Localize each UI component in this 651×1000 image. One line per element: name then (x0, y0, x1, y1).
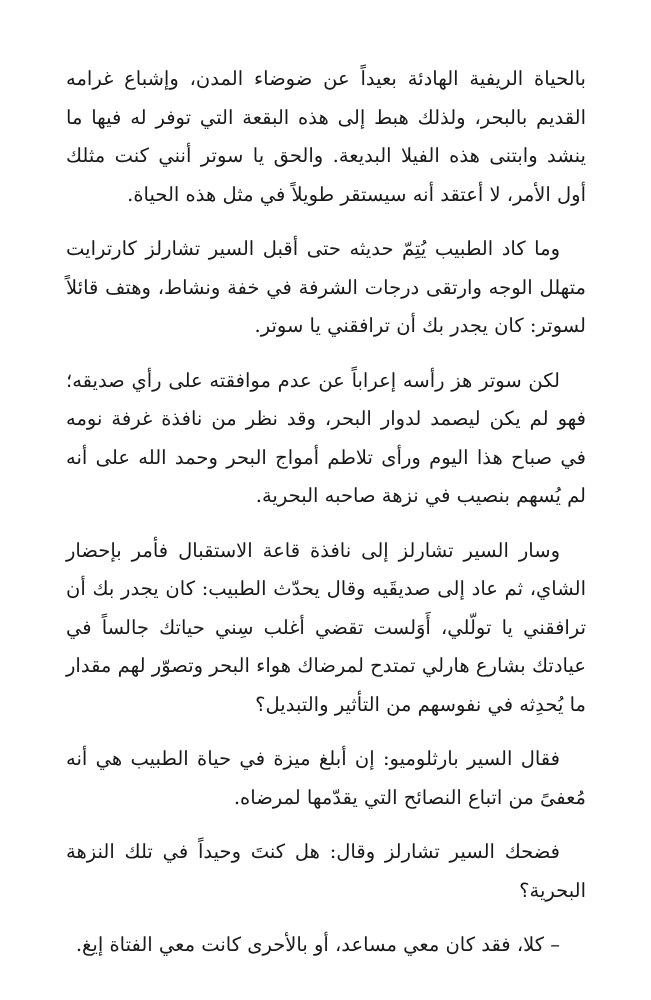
paragraph-6: فضحك السير تشارلز وقال: هل كنتَ وحيداً في تلك النزهة البحرية؟ (66, 840, 586, 902)
paragraph-3: لكن سوتر هز رأسه إعراباً عن عدم موافقته على رأي صديقه؛ فهو لم يكن ليصمد لدوار البحر، وقد نظر من نافذة غرفة نومه في صباح هذا اليوم ورأى تلاطم أمواج البحر وحمد الله على أنه لم يُسهم بنصيب في نزهة صاحبه البحرية. (66, 368, 586, 507)
document-page (66, 60, 586, 965)
paragraph-1: بالحياة الريفية الهادئة بعيداً عن ضوضاء المدن، وإشباع غرامه القديم بالبحر، ولذلك هبط إلى هذه البقعة التي توفر له فيها ما ينشد وابتنى هذه الفيلا البديعة. والحق يا سوتر أنني كنت مثلك أول الأمر، لا أعتقد أنه سيستقر طويلاً في مثل هذه الحياة. (66, 67, 586, 206)
paragraph-4: وسار السير تشارلز إلى نافذة قاعة الاستقبال فأمر بإحضار الشاي، ثم عاد إلى صديقَيه وقال يحدّث الطبيب: كان يجدر بك أن ترافقني يا تولّلي، أَوَلست تقضي أغلب سِني حياتك جالساً في عيادتك بشارع هارلي تمتدح لمرضاك هواء البحر وتصوّر لهم مقدار ما يُحدِثه في نفوسهم من التأثير والتبديل؟ (66, 538, 586, 716)
paragraph-2: وما كاد الطبيب يُتِمّ حديثه حتى أقبل السير تشارلز كارترايت متهلل الوجه وارتقى درجات الشرفة في خفة ونشاط، وهتف قائلاً لسوتر: كان يجدر بك أن ترافقني يا سوتر. (66, 237, 586, 337)
paragraph-5: فقال السير بارثلوميو: إن أبلغ ميزة في حياة الطبيب هي أنه مُعفىً من اتباع النصائح التي يقدّمها لمرضاه. (66, 747, 586, 809)
paragraph-7: – كلا، فقد كان معي مساعد، أو بالأحرى كانت معي الفتاة إيغ. (75, 933, 560, 956)
